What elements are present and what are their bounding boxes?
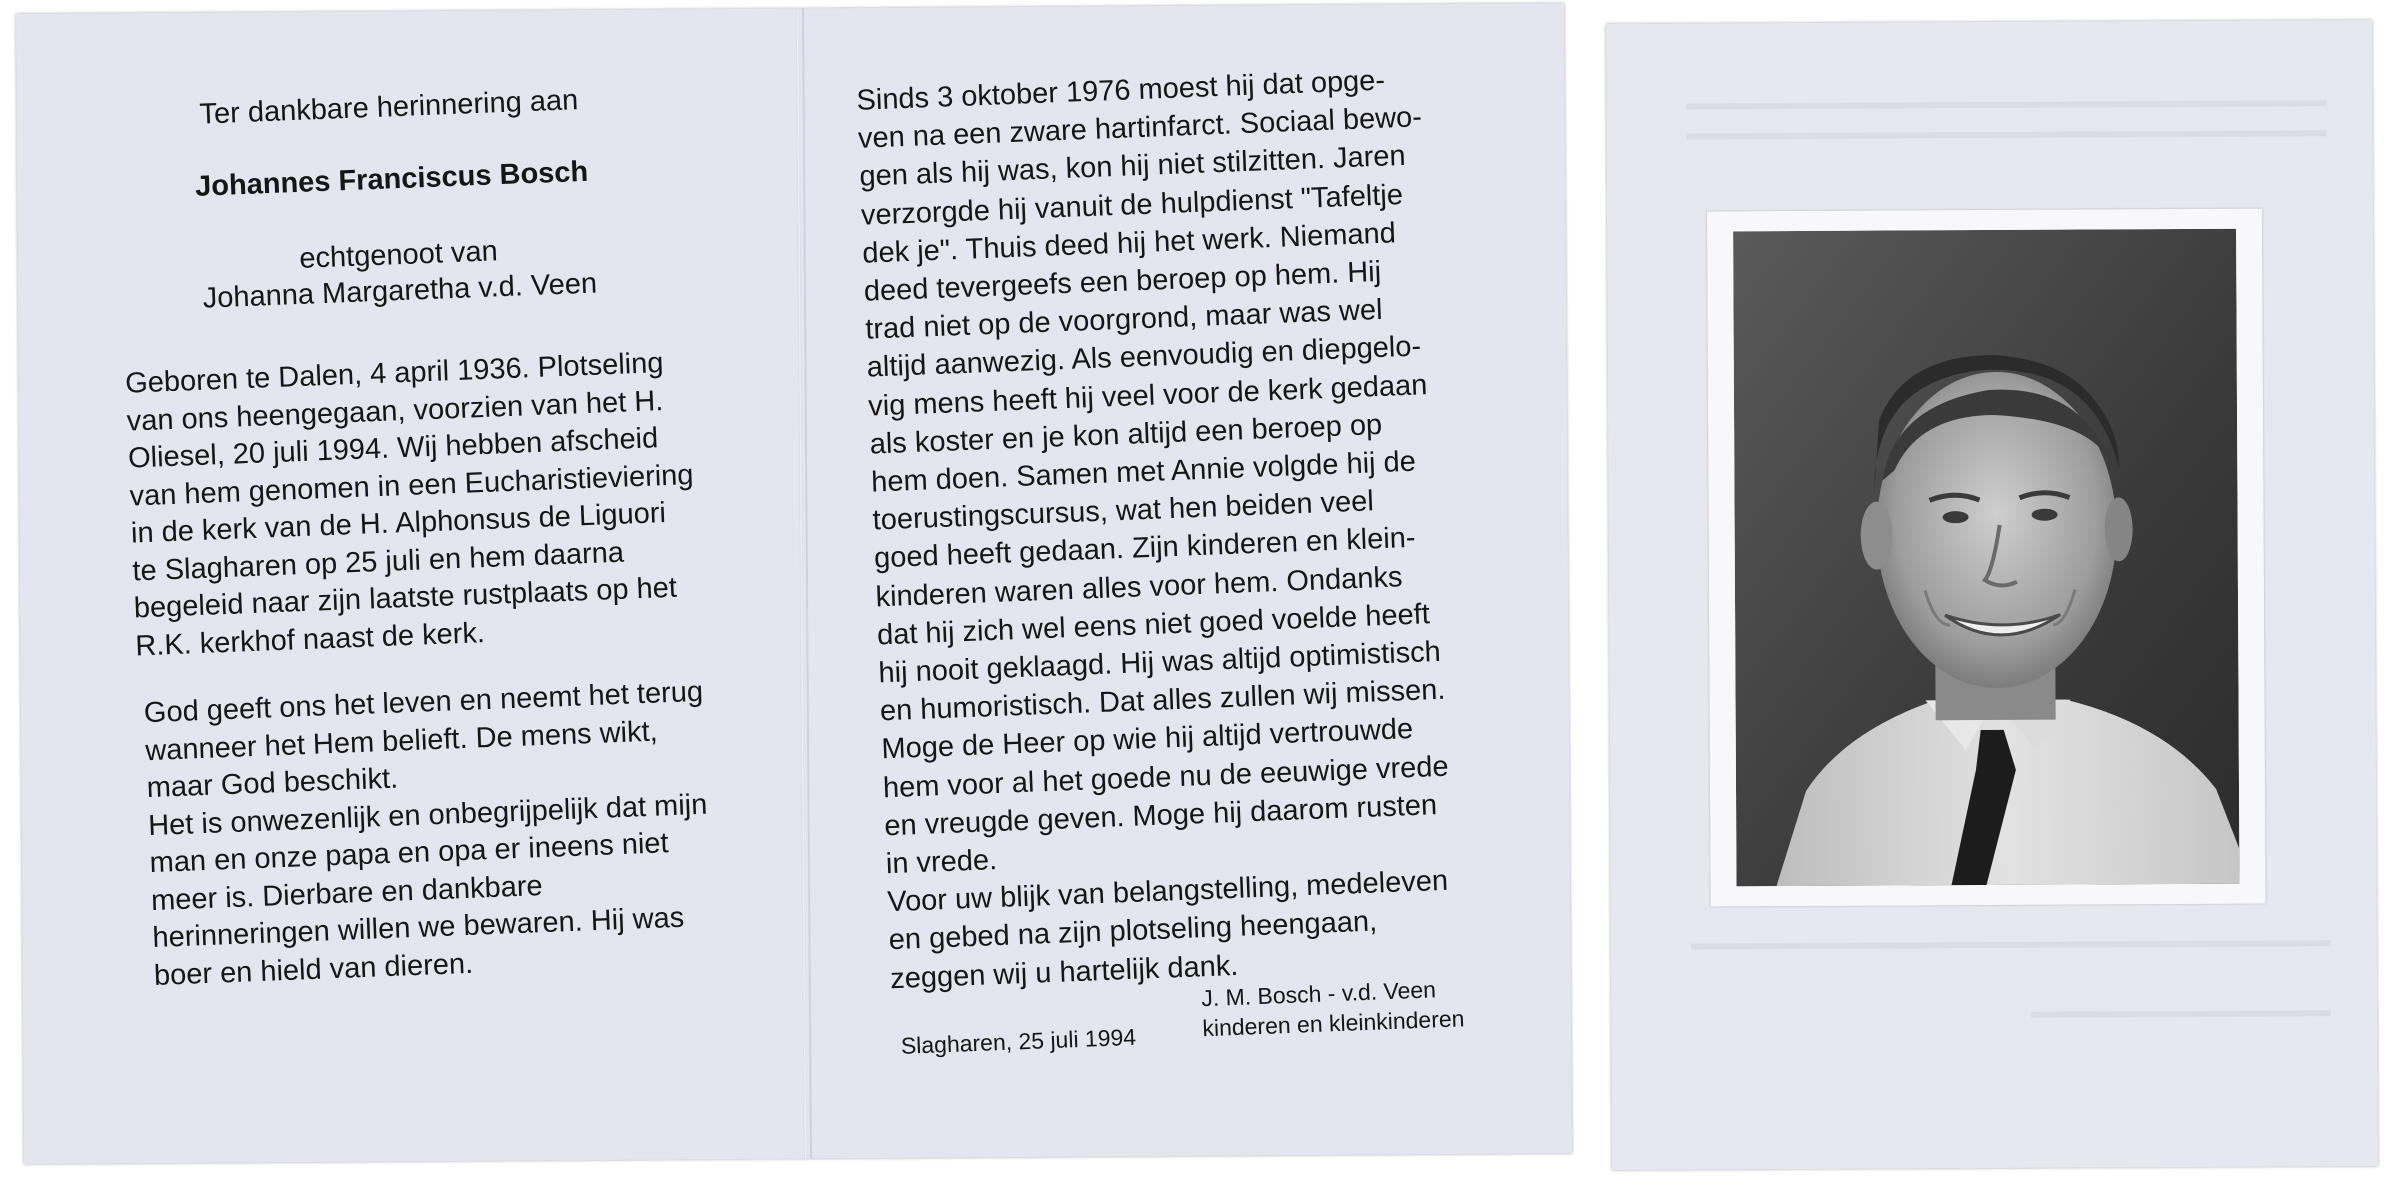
photo-card (1606, 20, 2378, 1170)
portrait-photo (1733, 229, 2239, 887)
tribute-paragraph: Sinds 3 oktober 1976 moest hij dat opge- ven na een zware hartinfarct. Sociaal bewo- gen als hij was, kon hij niet stilzitten. Jaren verzorgde hij vanuit de hulpdienst "Tafeltje dek je". Thuis deed hij het werk. Niemand deed tevergeefs een beroep op hem. Hij trad niet op de voorgrond, maar was wel altijd aanwezig. Als eenvoudig en diepgelo- vig mens heeft hij veel voor de kerk gedaan als koster en je kon altijd een beroep op hem doen. Samen met Annie volgde hij de toerustingscursus, wat hen beiden veel goed heeft gedaan. Zijn kinderen en klein- kinderen waren alles voor hem. Ondanks dat hij zich wel eens niet goed voelde heeft hij nooit geklaagd. Hij was altijd optimistisch en humoristisch. Dat alles zullen wij missen. Moge de Heer op wie hij altijd vertrouwde hem voor al het goede nu de eeuwige vrede en vreugde geven. Moge hij daarom rusten in vrede. Voor uw blijk van belangstelling, medeleven en gebed na zijn plotseling heengaan, zeggen wij u hartelijk dank. (855, 64, 1450, 995)
left-panel (5, 0, 829, 1173)
spouse-line-2: Johanna Margaretha v.d. Veen (202, 267, 598, 315)
reflection-paragraph: God geeft ons het leven en neemt het terug wanneer het Hem belieft. De mens wikt, maar God beschikt. Het is onwezenlijk en onbegrijpelijk dat mijn man en onze papa en opa er ineens niet meer is. Dierbare en dankbare herinneringen willen we bewaren. Hij was boer en hield van dieren. (143, 675, 708, 992)
place-date: Slagharen, 25 juli 1994 (900, 1023, 1137, 1059)
middle-panel (791, 0, 1595, 1167)
spouse-line-1: echtgenoot van (298, 235, 499, 275)
signature-line-2: kinderen en kleinkinderen (1201, 1005, 1465, 1042)
folded-memorial-card (16, 3, 1572, 1164)
deceased-name: Johannes Franciscus Bosch (194, 155, 589, 203)
bleed-through-text (1687, 130, 2327, 139)
photo-mount (1707, 209, 2266, 907)
intro-text: Ter dankbare herinnering aan (198, 84, 579, 131)
bleed-through-text (2031, 1010, 2331, 1018)
signature-line-1: J. M. Bosch - v.d. Veen (1200, 976, 1437, 1012)
biography-paragraph: Geboren te Dalen, 4 april 1936. Plotseling van ons heengegaan, voorzien van het H. Oliesel, 20 juli 1994. Wij hebben afscheid van hem genomen in een Eucharistieviering in de kerk van de H. Alphonsus de Liguori te Slagharen op 25 juli en hem daarna begeleid naar zijn laatste rustplaats op het R.K. kerkhof naast de kerk. (124, 347, 695, 663)
bleed-through-text (1691, 940, 2331, 949)
bleed-through-text (1686, 100, 2326, 109)
